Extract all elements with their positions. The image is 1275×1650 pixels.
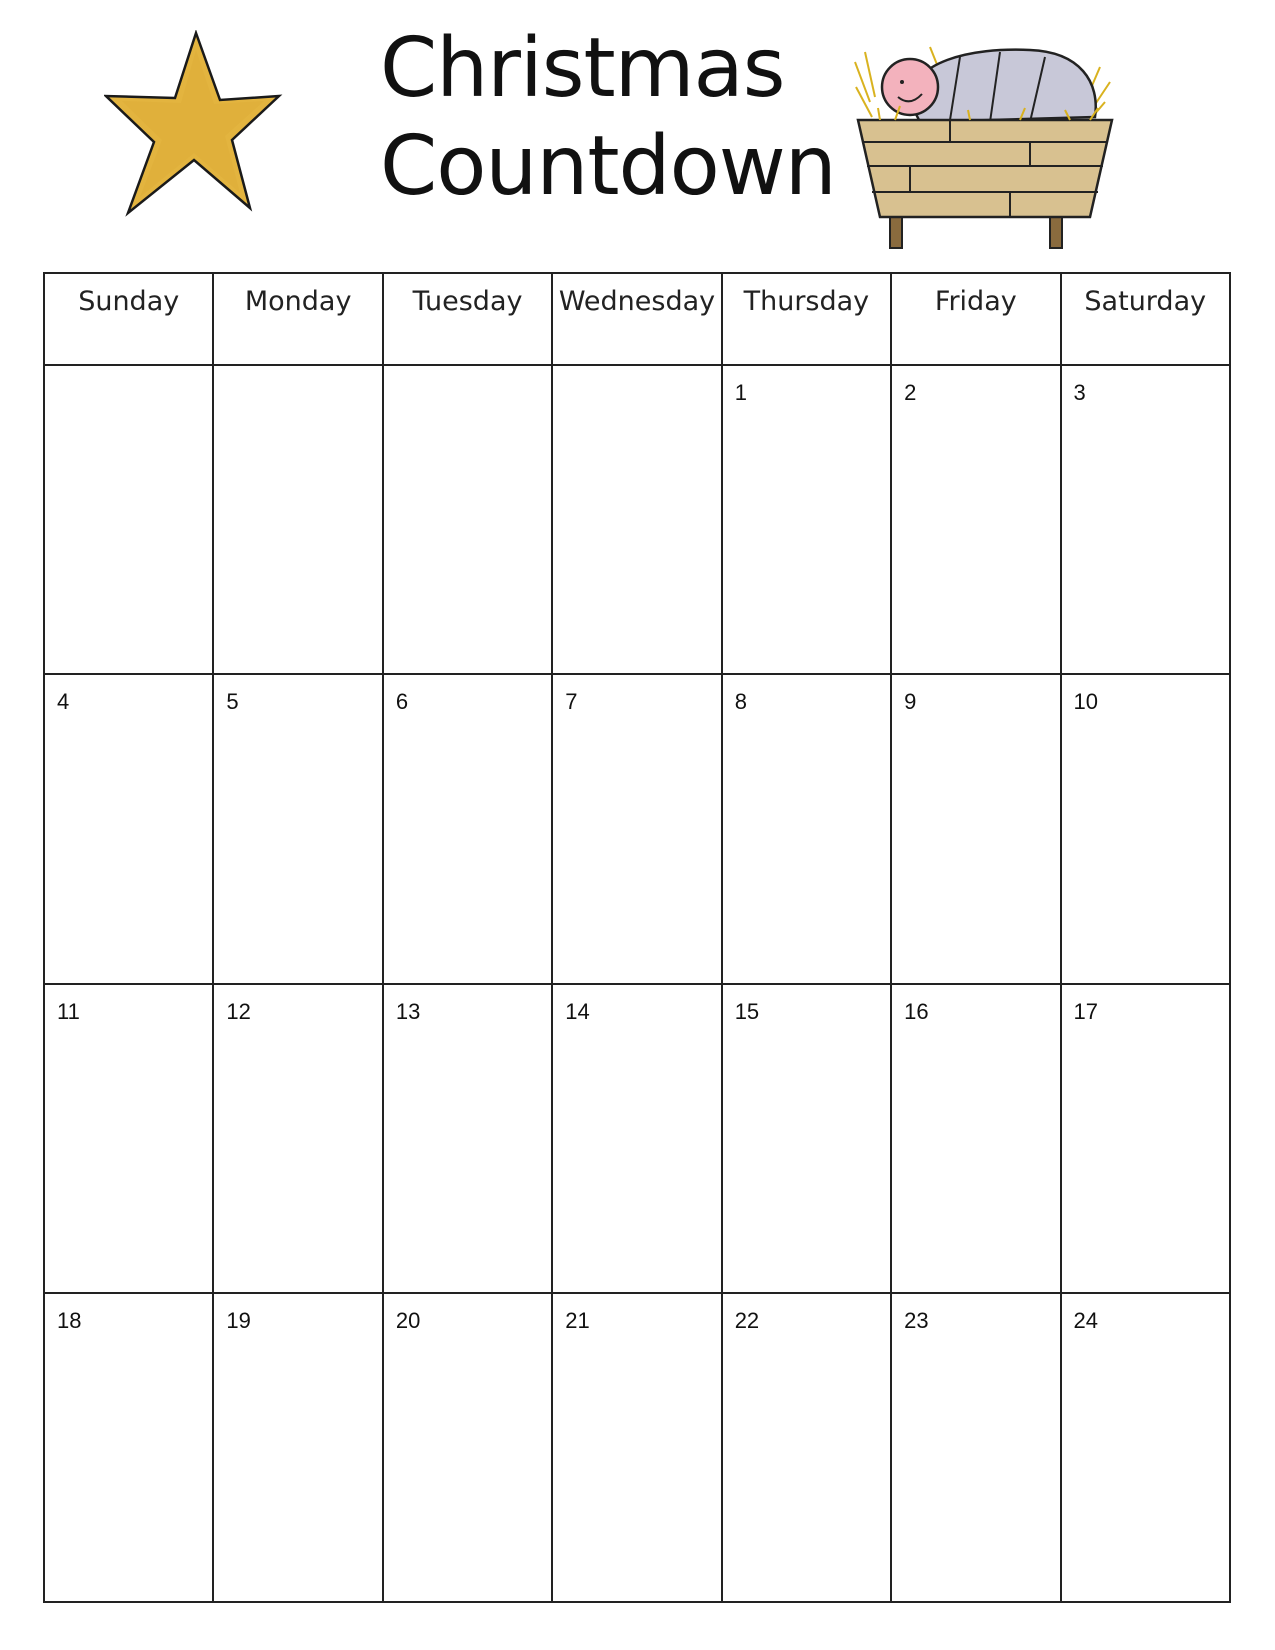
day-number: 2 xyxy=(904,380,917,405)
weekday-header: Thursday xyxy=(722,273,891,365)
day-number: 10 xyxy=(1073,689,1099,715)
day-number xyxy=(553,366,720,380)
calendar-day-cell xyxy=(1061,984,1230,1293)
calendar-week-row xyxy=(44,984,1230,1293)
day-number: 13 xyxy=(395,998,421,1024)
calendar-day-cell xyxy=(213,365,382,674)
day-number: 12 xyxy=(226,998,251,1024)
calendar-day-cell xyxy=(891,1293,1060,1602)
calendar-day-cell xyxy=(1061,1293,1230,1602)
day-number: 6 xyxy=(395,689,409,715)
weekday-header: Monday xyxy=(213,273,382,365)
calendar-day-cell xyxy=(552,365,721,674)
weekday-header: Friday xyxy=(891,273,1060,365)
weekday-header: Tuesday xyxy=(383,273,552,365)
calendar-week-row xyxy=(44,365,1230,674)
day-number: 18 xyxy=(57,1307,82,1333)
day-number: 19 xyxy=(226,1307,251,1333)
calendar-day-cell xyxy=(891,674,1060,983)
day-number: 1 xyxy=(734,380,747,405)
day-number: 21 xyxy=(565,1307,590,1333)
day-number: 23 xyxy=(904,1307,929,1333)
calendar-day-cell xyxy=(383,1293,552,1602)
weekday-header-row xyxy=(44,273,1230,365)
day-number: 20 xyxy=(395,1307,421,1333)
day-number: 17 xyxy=(1073,998,1099,1024)
star-icon xyxy=(104,30,284,220)
day-number xyxy=(214,366,381,380)
calendar-day-cell xyxy=(213,984,382,1293)
calendar-day-cell xyxy=(383,365,552,674)
day-number: 7 xyxy=(565,689,578,715)
calendar-week-row xyxy=(44,1293,1230,1602)
day-number: 22 xyxy=(734,1307,760,1333)
calendar-day-cell xyxy=(44,365,213,674)
calendar-day-cell xyxy=(383,674,552,983)
title-line-2: Countdown xyxy=(380,119,836,214)
calendar-day-cell xyxy=(552,674,721,983)
calendar-day-cell xyxy=(722,674,891,983)
day-number: 11 xyxy=(57,998,80,1024)
day-number xyxy=(45,366,212,380)
weekday-header: Wednesday xyxy=(552,273,721,365)
day-number: 5 xyxy=(226,689,239,715)
calendar-day-cell xyxy=(44,984,213,1293)
calendar-day-cell xyxy=(213,674,382,983)
calendar-day-cell xyxy=(44,674,213,983)
countdown-calendar xyxy=(43,272,1231,1603)
calendar-day-cell xyxy=(383,984,552,1293)
day-number: 9 xyxy=(904,689,917,715)
title-line-1: Christmas xyxy=(380,21,785,116)
page-title xyxy=(380,20,836,216)
day-number: 15 xyxy=(734,998,760,1024)
day-number: 3 xyxy=(1073,380,1086,405)
calendar-week-row xyxy=(44,674,1230,983)
day-number: 8 xyxy=(734,689,747,715)
baby-in-manger-icon xyxy=(850,42,1120,254)
calendar-day-cell xyxy=(1061,365,1230,674)
calendar-day-cell xyxy=(552,1293,721,1602)
calendar-day-cell xyxy=(722,365,891,674)
day-number: 24 xyxy=(1073,1307,1099,1333)
day-number: 16 xyxy=(904,998,929,1024)
calendar-day-cell xyxy=(891,984,1060,1293)
weekday-header: Sunday xyxy=(44,273,213,365)
day-number: 14 xyxy=(565,998,590,1024)
calendar-day-cell xyxy=(722,1293,891,1602)
weekday-header: Saturday xyxy=(1061,273,1230,365)
day-number xyxy=(384,366,551,380)
calendar-day-cell xyxy=(722,984,891,1293)
day-number: 4 xyxy=(57,689,70,715)
calendar-day-cell xyxy=(44,1293,213,1602)
calendar-day-cell xyxy=(213,1293,382,1602)
calendar-day-cell xyxy=(552,984,721,1293)
calendar-day-cell xyxy=(1061,674,1230,983)
calendar-day-cell xyxy=(891,365,1060,674)
